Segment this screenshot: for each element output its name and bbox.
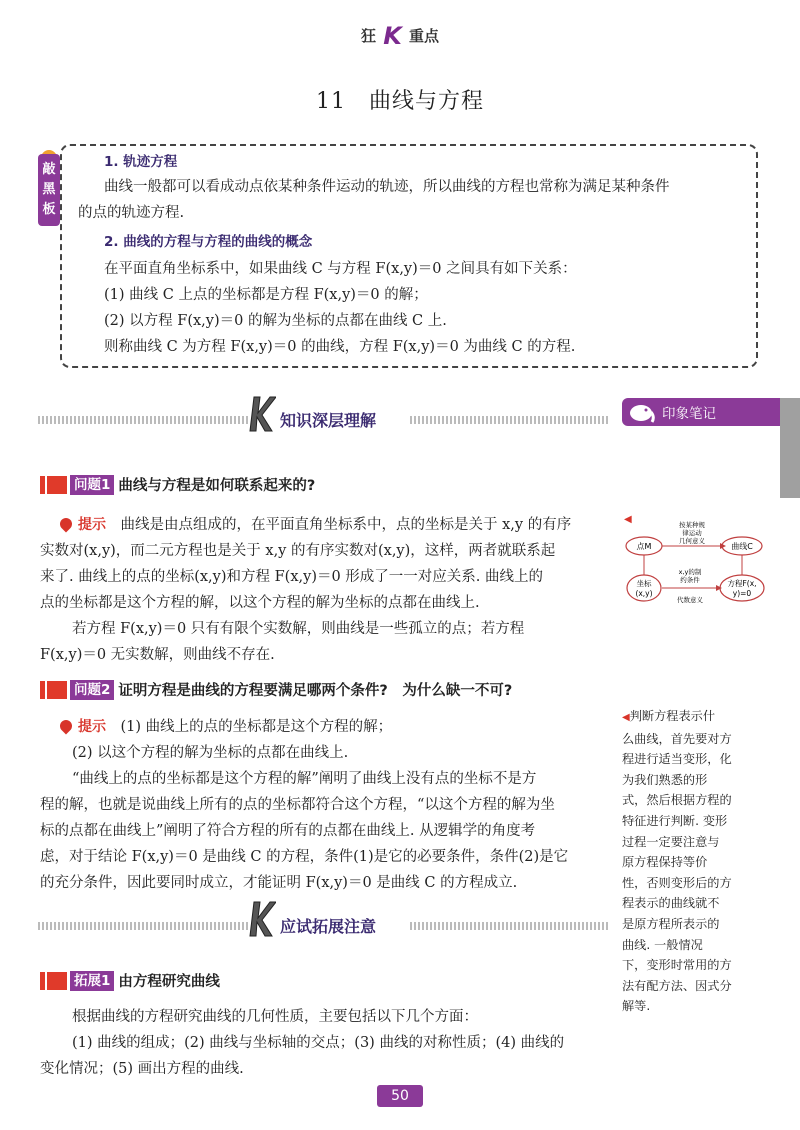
svg-text:代数意义: 代数意义 — [677, 596, 703, 604]
blackboard-line-3: (2) 以方程 F(x,y)＝0 的解为坐标的点都在曲线 C 上. — [104, 313, 447, 329]
q1-line-5: 若方程 F(x,y)＝0 只有有限个实数解，则曲线是一些孤立的点；若方程 — [72, 621, 525, 637]
svg-text:律运动: 律运动 — [682, 529, 702, 537]
ext1-line-2: (1) 曲线的组成；(2) 曲线与坐标轴的交点；(3) 曲线的对称性质；(4) 曲线的 — [72, 1035, 565, 1051]
blackboard-tab: 敲黑板 — [38, 154, 60, 226]
q2-line-6: 虑，对于结论 F(x,y)＝0 是曲线 C 的方程，条件(1)是它的必要条件，条件(2)是它 — [40, 849, 569, 865]
section-title-2: 应试拓展注意 — [280, 917, 377, 936]
k-letter-icon — [248, 395, 276, 433]
svg-text:约条件: 约条件 — [680, 576, 700, 584]
question-1-answer: 提示 曲线是由点组成的，在平面直角坐标系中，点的坐标是关于 x,y 的有序 — [60, 512, 612, 538]
pin-icon — [58, 516, 75, 533]
svg-text:x,y的制: x,y的制 — [678, 568, 702, 576]
blackboard-line-2: (1) 曲线 C 上点的坐标都是方程 F(x,y)＝0 的解； — [104, 287, 428, 303]
svg-text:(x,y): (x,y) — [635, 589, 653, 598]
blackboard-heading-2: 2. 曲线的方程与方程的曲线的概念 — [104, 234, 313, 250]
ext1-line-1: 根据曲线的方程研究曲线的几何性质，主要包括以下几个方面： — [72, 1009, 478, 1025]
page-edge-bar — [780, 398, 800, 498]
q1-line-6: F(x,y)＝0 无实数解，则曲线不存在. — [40, 647, 275, 663]
svg-text:按某种规: 按某种规 — [679, 521, 705, 529]
q2-line-4: 程的解，也就是说曲线上所有的点的坐标都符合这个方程，“以这个方程的解为坐 — [40, 797, 555, 813]
q1-line-4: 点的坐标都是这个方程的解，以这个方程的解为坐标的点都在曲线上. — [40, 595, 480, 611]
blackboard-para-1b: 的点的轨迹方程. — [78, 205, 185, 221]
svg-text:◀: ◀ — [624, 514, 632, 525]
svg-text:y)=0: y)=0 — [732, 589, 752, 598]
diagram-curve-label: 曲线C — [731, 542, 753, 551]
blackboard-heading-1: 1. 轨迹方程 — [104, 154, 178, 170]
diagram-point-label: 点M — [636, 542, 652, 551]
extension-1-header: 拓展1 由方程研究曲线 — [40, 970, 220, 991]
pin-icon — [58, 718, 75, 735]
blackboard-line-4: 则称曲线 C 为方程 F(x,y)＝0 的曲线，方程 F(x,y)＝0 为曲线 C 的方程. — [104, 339, 576, 355]
k-letter-icon — [248, 900, 276, 938]
question-1-header: 问题1 曲线与方程是如何联系起来的? — [40, 474, 315, 495]
svg-text:几何意义: 几何意义 — [679, 537, 705, 545]
blackboard-line-1: 在平面直角坐标系中，如果曲线 C 与方程 F(x,y)＝0 之间具有如下关系： — [104, 261, 577, 277]
note-badge: 印象笔记 — [622, 398, 780, 426]
brand-k-logo: K — [383, 22, 402, 50]
page-number: 50 — [377, 1085, 423, 1107]
page-title: 11 曲线与方程 — [316, 89, 484, 114]
q2-line-3: “曲线上的点的坐标都是这个方程的解”阐明了曲线上没有点的坐标不是方 — [72, 771, 537, 787]
svg-text:方程F(x,: 方程F(x, — [727, 579, 757, 588]
q2-line-7: 的充分条件，因此要同时成立，才能证明 F(x,y)＝0 是曲线 C 的方程成立. — [40, 875, 518, 891]
elephant-icon — [626, 400, 656, 424]
section-divider-left-2 — [38, 922, 248, 930]
section-divider-right-2 — [410, 922, 610, 930]
q1-line-2: 实数对(x,y)，而二元方程也是关于 x,y 的有序实数对(x,y)，这样，两者就联系起 — [40, 543, 556, 559]
section-divider-left — [38, 416, 248, 424]
section-divider-right — [410, 416, 610, 424]
blackboard-para-1: 曲线一般都可以看成动点依某种条件运动的轨迹，所以曲线的方程也常称为满足某种条件 — [104, 179, 670, 195]
curve-equation-diagram — [622, 512, 782, 612]
q1-line-3: 来了. 曲线上的点的坐标(x,y)和方程 F(x,y)＝0 形成了一一对应关系. 曲线上的 — [40, 569, 544, 585]
q2-line-5: 标的点都在曲线上”阐明了符合方程的所有的点都在曲线上. 从逻辑学的角度考 — [40, 823, 536, 839]
triangle-marker-icon: ◀ — [622, 712, 630, 723]
question-2-answer: 提示 (1) 曲线上的点的坐标都是这个方程的解； — [60, 714, 392, 740]
section-title-1: 知识深层理解 — [280, 411, 377, 430]
q2-line-2: (2) 以这个方程的解为坐标的点都在曲线上. — [72, 745, 349, 761]
question-2-header: 问题2 证明方程是曲线的方程要满足哪两个条件? 为什么缺一不可? — [40, 679, 512, 700]
brand-header: 狂 K 重点 — [360, 22, 440, 50]
side-note: ◀判断方程表示什 么曲线，首先要对方 程进行适当变形，化 为我们熟悉的形 式，然后根据方程的 特征进行判断. 变形 过程一定要注意与 原方程保持等价 性，否则变形后的方 程表示的曲线就不 是原方程所表示的 曲线. 一般情况 下，变形时常用的方 法有配方法、因式分 解等. — [622, 709, 732, 1014]
svg-text:坐标: 坐标 — [636, 579, 652, 588]
ext1-line-3: 变化情况；(5) 画出方程的曲线. — [40, 1061, 244, 1077]
